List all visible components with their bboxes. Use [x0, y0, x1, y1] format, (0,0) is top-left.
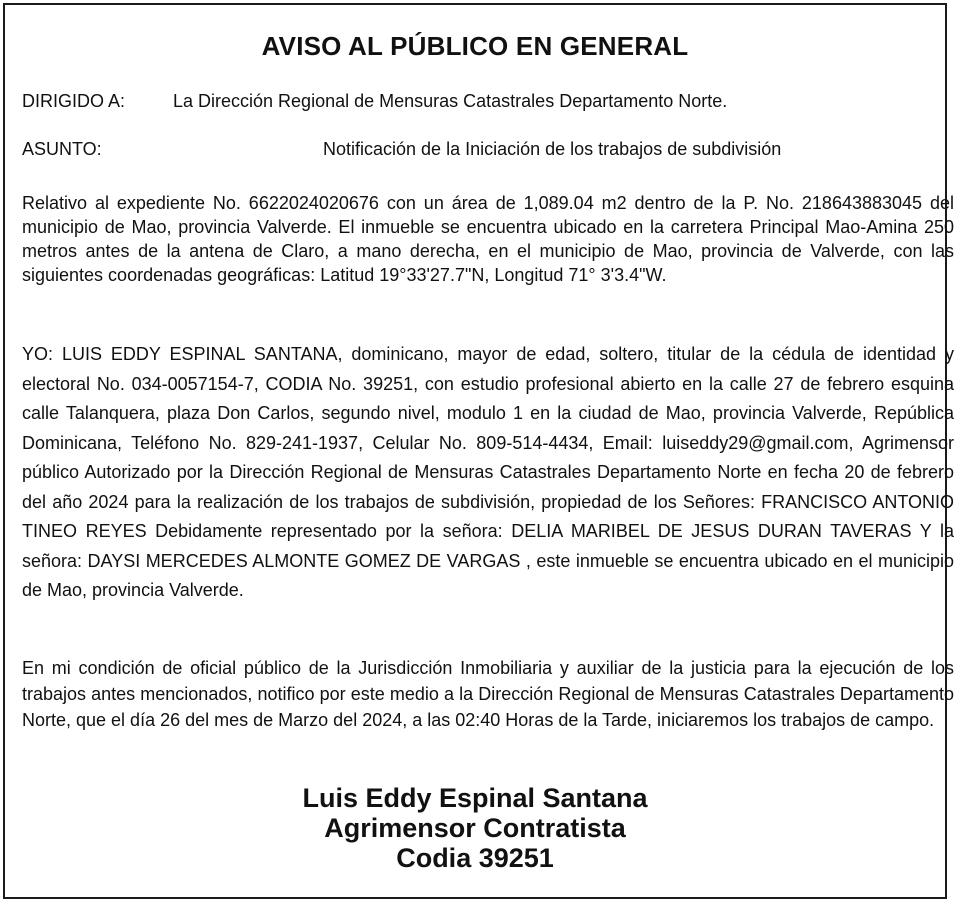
dirigido-row	[22, 91, 728, 112]
dirigido-value: La Dirección Regional de Mensuras Catastrales Departamento Norte.	[173, 91, 728, 111]
signature-name: Luis Eddy Espinal Santana	[302, 783, 648, 813]
paragraph-notificacion: En mi condición de oficial público de la Jurisdicción Inmobiliaria y auxiliar de la justicia para la ejecución de los trabajos antes mencionados, notifico por este medio a la Dirección Regional de Mensuras Catastrales Departamento Norte, que el día 26 del mes de Marzo del 2024, a las 02:40 Horas de la Tarde, iniciaremos los trabajos de campo.	[22, 658, 954, 730]
notice-title: AVISO AL PÚBLICO EN GENERAL	[261, 31, 689, 61]
signature-codia: Codia 39251	[396, 843, 554, 873]
asunto-label: ASUNTO:	[22, 139, 102, 159]
asunto-value: Notificación de la Iniciación de los trabajos de subdivisión	[323, 139, 782, 159]
signature-block	[5, 783, 945, 873]
dirigido-label: DIRIGIDO A:	[22, 91, 126, 111]
paragraph-declaracion: YO: LUIS EDDY ESPINAL SANTANA, dominicano, mayor de edad, soltero, titular de la cédula de identidad y electoral No. 034-0057154-7, CODIA No. 39251, con estudio profesional abierto en la calle 27 de febrero esquina calle Talanquera, plaza Don Carlos, segundo nivel, modulo 1 en la ciudad de Mao, provincia Valverde, República Dominicana, Teléfono No. 829-241-1937, Celular No. 809-514-4434, Email: luiseddy29@gmail.com, Agrimensor público Autorizado por la Dirección Regional de Mensuras Catastrales Departamento Norte en fecha 20 de febrero del año 2024 para la realización de los trabajos de subdivisión, propiedad de los Señores: FRANCISCO ANTONIO TINEO REYES Debidamente representado por la señora: DELIA MARIBEL DE JESUS DURAN TAVERAS Y la señora: DAYSI MERCEDES ALMONTE GOMEZ DE VARGAS , este inmueble se encuentra ubicado en el municipio de Mao, provincia Valverde.	[22, 344, 954, 600]
paragraph-expediente: Relativo al expediente No. 6622024020676 con un área de 1,089.04 m2 dentro de la P. No. 218643883045 del municipio de Mao, provincia Valverde. El inmueble se encuentra ubicado en la carretera Principal Mao-Amina 250 metros antes de la antena de Claro, a mano derecha, en el municipio de Mao, provincia de Valverde, con las siguientes coordenadas geográficas: Latitud 19°33'27.7"N, Longitud 71° 3'3.4"W.	[22, 193, 954, 285]
asunto-row	[22, 139, 782, 160]
signature-role: Agrimensor Contratista	[324, 813, 626, 843]
public-notice	[3, 3, 954, 899]
